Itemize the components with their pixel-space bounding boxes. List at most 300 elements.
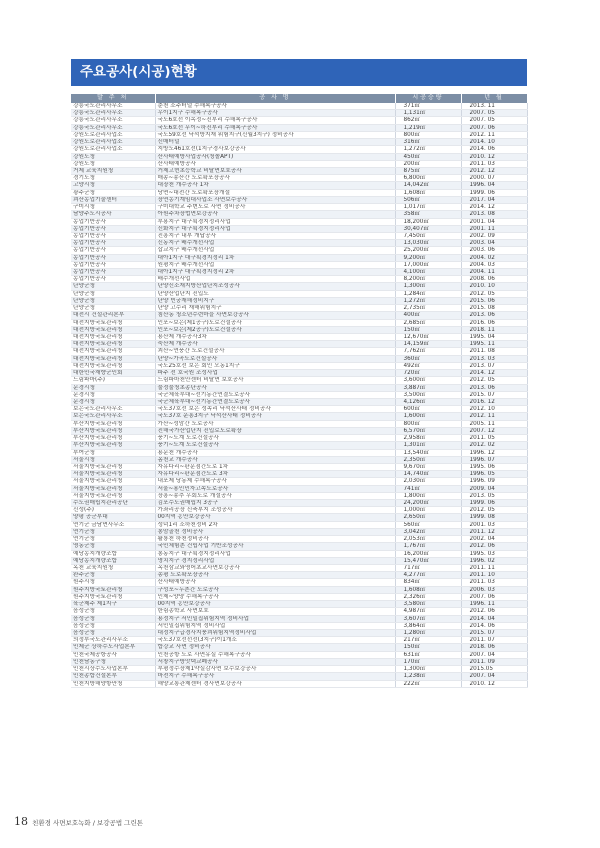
cell-project: 아원주차장법면보강공사 xyxy=(155,211,395,218)
cell-date: 2013. 11 xyxy=(461,103,527,110)
cell-quantity: 15,470㎡ xyxy=(395,557,461,564)
table-row xyxy=(71,413,527,420)
cell-client: 대전지방국토관리청 xyxy=(71,362,155,369)
cell-quantity: 13,540㎡ xyxy=(395,449,461,456)
table-row xyxy=(71,312,527,319)
cell-project: 춘천 소주터널 수해복구공사 xyxy=(155,103,395,110)
cell-date: 2012. 05 xyxy=(461,377,527,384)
table-row xyxy=(71,103,527,110)
cell-client: 광주군청 xyxy=(71,189,155,196)
cell-date: 2012. 05 xyxy=(461,507,527,514)
cell-project: 풍기~도계 도로건설공사 xyxy=(155,442,395,449)
cell-client: 음성군청 xyxy=(71,615,155,622)
cell-project: 가좌리공장 신축부지 조성공사 xyxy=(155,507,395,514)
cell-date: 2012. 12 xyxy=(461,167,527,174)
cell-date: 1995. 06 xyxy=(461,463,527,470)
cell-quantity: 1,280㎡ xyxy=(395,629,461,636)
table-row xyxy=(71,550,527,557)
cell-date: 2013. 06 xyxy=(461,384,527,391)
cell-quantity: 1,600㎡ xyxy=(395,413,461,420)
cell-date: 2005. 11 xyxy=(461,420,527,427)
cell-client: 대한민국재향군인회 xyxy=(71,370,155,377)
cell-date: 2018. 11 xyxy=(461,326,527,333)
table-row xyxy=(71,196,527,203)
cell-client: 구미시청 xyxy=(71,204,155,211)
cell-client: 음성군청 xyxy=(71,629,155,636)
cell-quantity: 14,159㎡ xyxy=(395,341,461,348)
cell-quantity: 3,887㎡ xyxy=(395,384,461,391)
cell-date: 1995. 11 xyxy=(461,341,527,348)
cell-quantity: 1,301㎡ xyxy=(395,442,461,449)
cell-quantity: 170㎡ xyxy=(395,658,461,665)
table-row xyxy=(71,261,527,268)
cell-quantity: 371㎡ xyxy=(395,103,461,110)
cell-project: 국도6호선 무이~하진부리 수해복구공사 xyxy=(155,124,395,131)
table-row xyxy=(71,211,527,218)
cell-quantity: 30,407㎡ xyxy=(395,225,461,232)
table-row xyxy=(71,384,527,391)
cell-project: 신매터널 xyxy=(155,139,395,146)
cell-date: 2018. 06 xyxy=(461,644,527,651)
cell-client: 연기군청 xyxy=(71,528,155,535)
cell-project: 산사태예방공사 xyxy=(155,579,395,586)
cell-client: 농업기반공사 xyxy=(71,232,155,239)
cell-client: 단양군청 xyxy=(71,305,155,312)
cell-project: 국군체육부대~선기동간연결도로공사 xyxy=(155,398,395,405)
cell-project: 장흥~송추 우회도로 개설공사 xyxy=(155,492,395,499)
cell-date: 2011. 03 xyxy=(461,579,527,586)
cell-project: 단양산업단지 진입도 xyxy=(155,290,395,297)
cell-quantity: 9,670㎡ xyxy=(395,463,461,470)
cell-quantity: 3,864㎡ xyxy=(395,622,461,629)
table-row xyxy=(71,297,527,304)
cell-client: 강원도청 xyxy=(71,160,155,167)
cell-quantity: 3,607㎡ xyxy=(395,615,461,622)
table-row xyxy=(71,189,527,196)
cell-project: 구미대학교 주변도로 사면 정비공사 xyxy=(155,204,395,211)
cell-project: 단양신소재지방산업단지조성공사 xyxy=(155,283,395,290)
cell-quantity: 150㎡ xyxy=(395,326,461,333)
cell-quantity: 24,200㎡ xyxy=(395,500,461,507)
cell-date: 2004. 02 xyxy=(461,254,527,261)
cell-client: 육군제주 제1지구 xyxy=(71,601,155,608)
cell-client: 농업기반공사 xyxy=(71,247,155,254)
table-row xyxy=(71,651,527,658)
cell-quantity: 834㎡ xyxy=(395,579,461,586)
cell-quantity: 3,042㎡ xyxy=(395,528,461,535)
cell-project: 드림파마천안센터 비탈면 보호공사 xyxy=(155,377,395,384)
page-title: 주요공사(시공)현황 xyxy=(71,59,527,86)
cell-quantity: 800㎡ xyxy=(395,420,461,427)
cell-quantity: 4,126㎡ xyxy=(395,398,461,405)
table-row xyxy=(71,420,527,427)
cell-project: 산사태예방사업공사(청솔APT) xyxy=(155,153,395,160)
cell-client: 농업기반공사 xyxy=(71,225,155,232)
table-row xyxy=(71,586,527,593)
cell-project: 봉암골천 정비공사 xyxy=(155,528,395,535)
cell-date: 2007. 06 xyxy=(461,124,527,131)
table-row xyxy=(71,276,527,283)
cell-date: 2012. 11 xyxy=(461,131,527,138)
table-row xyxy=(71,557,527,564)
cell-quantity: 1,608㎡ xyxy=(395,586,461,593)
cell-quantity: 720㎡ xyxy=(395,370,461,377)
cell-date: 2001. 04 xyxy=(461,218,527,225)
table-row xyxy=(71,435,527,442)
cell-date: 2014. 06 xyxy=(461,146,527,153)
table-row xyxy=(71,406,527,413)
cell-date: 1996. 12 xyxy=(461,449,527,456)
table-row xyxy=(71,204,527,211)
cell-quantity: 492㎡ xyxy=(395,362,461,369)
cell-quantity: 1,300㎡ xyxy=(395,666,461,673)
cell-project: 영치지구 경지정리사업 xyxy=(155,557,395,564)
table-row xyxy=(71,254,527,261)
cell-quantity: 400㎡ xyxy=(395,312,461,319)
cell-quantity: 2,685㎡ xyxy=(395,319,461,326)
cell-date: 2015. 06 xyxy=(461,297,527,304)
cell-client: 원주지방국토관리청 xyxy=(71,593,155,600)
cell-quantity: 4,277㎡ xyxy=(395,572,461,579)
cell-project: 00지역 홍만보강공사 xyxy=(155,601,395,608)
cell-quantity: 600㎡ xyxy=(395,406,461,413)
cell-date: 1996. 09 xyxy=(461,478,527,485)
cell-date: 2011. 10 xyxy=(461,572,527,579)
cell-project: 한림종학교 사면보호 xyxy=(155,608,395,615)
cell-date: 2000. 07 xyxy=(461,175,527,182)
cell-project: 부평정수장제1약실감사면 보수보강공사 xyxy=(155,666,395,673)
table-row xyxy=(71,463,527,470)
table-row xyxy=(71,362,527,369)
cell-date: 2009. 04 xyxy=(461,485,527,492)
cell-client: 수도권매립지관리공단 xyxy=(71,500,155,507)
cell-client: 대전지방국토관리청 xyxy=(71,341,155,348)
cell-date: 2004. 03 xyxy=(461,261,527,268)
cell-quantity: 25,200㎡ xyxy=(395,247,461,254)
cell-quantity: 358㎡ xyxy=(395,211,461,218)
cell-project: 국도25호선 보은 회인 오동1지구 xyxy=(155,362,395,369)
cell-client: 강릉국도관리사무소 xyxy=(71,124,155,131)
cell-date: 1996. 05 xyxy=(461,471,527,478)
cell-date: 1995. 04 xyxy=(461,334,527,341)
cell-date: 2015. 08 xyxy=(461,305,527,312)
cell-project: 인천공항 도로 사면유실 수해복구공사 xyxy=(155,651,395,658)
cell-date: 1996. 04 xyxy=(461,182,527,189)
table-row xyxy=(71,218,527,225)
cell-project: 국도59호선 낙석방지재 위험지구(신월3지구) 정비공사 xyxy=(155,131,395,138)
cell-quantity: 316㎡ xyxy=(395,139,461,146)
cell-quantity: 4,100㎡ xyxy=(395,269,461,276)
table-row xyxy=(71,319,527,326)
cell-client: 농업기반공사 xyxy=(71,269,155,276)
cell-project: 불정불청초종단공사 xyxy=(155,384,395,391)
table-row xyxy=(71,398,527,405)
header-date: 년 월 xyxy=(461,94,527,103)
cell-project: 당면~대전간 도로확포장개설 xyxy=(155,189,395,196)
cell-project: 내포제 당동제 수해복구공사 xyxy=(155,478,395,485)
table-row xyxy=(71,377,527,384)
cell-quantity: 560㎡ xyxy=(395,521,461,528)
cell-project: 봉동지구 대구획경지정리사업 xyxy=(155,550,395,557)
cell-client: 서울지방국토관리청 xyxy=(71,478,155,485)
cell-quantity: 217㎡ xyxy=(395,637,461,644)
cell-date: 2007. 04 xyxy=(461,651,527,658)
cell-date: 2014. 10 xyxy=(461,139,527,146)
cell-project: 국민체험촌 건립사업 기반조성공사 xyxy=(155,543,395,550)
cell-client: 인천지방해양항만청 xyxy=(71,680,155,687)
cell-date: 2011. 08 xyxy=(461,348,527,355)
cell-date: 2012. 10 xyxy=(461,406,527,413)
cell-project: 대아1지구 대구획경지정리 1차 xyxy=(155,254,395,261)
cell-quantity: 1,000㎡ xyxy=(395,507,461,514)
cell-quantity: 222㎡ xyxy=(395,680,461,687)
cell-quantity: 2,735㎡ xyxy=(395,305,461,312)
cell-date: 2016. 12 xyxy=(461,398,527,405)
cell-client: 부여군청 xyxy=(71,449,155,456)
cell-quantity: 506㎡ xyxy=(395,196,461,203)
table-row xyxy=(71,507,527,514)
cell-project: 지방도461호선(1지구경사보강공사 xyxy=(155,146,395,153)
table-row xyxy=(71,543,527,550)
cell-quantity: 1,219㎡ xyxy=(395,124,461,131)
cell-quantity: 7,450㎡ xyxy=(395,232,461,239)
table-row xyxy=(71,240,527,247)
cell-project: 장연농기계임대사업소 사면보수공사 xyxy=(155,196,395,203)
cell-project: 마전지구 수해복구공사 xyxy=(155,673,395,680)
cell-date: 2014. 12 xyxy=(461,370,527,377)
cell-project: 해양교통관제센터 경사면보강공사 xyxy=(155,680,395,687)
cell-date: 2007. 05 xyxy=(461,117,527,124)
cell-client: 괴산농업기술센터 xyxy=(71,196,155,203)
cell-project: 대아1지구 대구획경지정리 2차 xyxy=(155,269,395,276)
table-row xyxy=(71,637,527,644)
cell-project: 구성포~두촌간 도로공사 xyxy=(155,586,395,593)
cell-date: 1996. 07 xyxy=(461,456,527,463)
cell-date: 2001. 03 xyxy=(461,521,527,528)
cell-client: 부산지방국토관리청 xyxy=(71,427,155,434)
cell-project: 대정지구급경사지붕괴위험지역정비사업 xyxy=(155,629,395,636)
cell-quantity: 717㎡ xyxy=(395,565,461,572)
table-row xyxy=(71,629,527,636)
table-row xyxy=(71,478,527,485)
cell-date: 2011. 07 xyxy=(461,637,527,644)
cell-client: 신성(주) xyxy=(71,507,155,514)
table-header-row xyxy=(71,94,527,103)
table-row xyxy=(71,146,527,153)
cell-project: 국도6호선 이목정~진부리 수해복구공사 xyxy=(155,117,395,124)
cell-client: 서울지방국토관리청 xyxy=(71,485,155,492)
cell-project: 인포~보은(제2공구)도로건설공사 xyxy=(155,326,395,333)
cell-client: 원주시청 xyxy=(71,579,155,586)
table-row xyxy=(71,442,527,449)
cell-client: 원주지방국토관리청 xyxy=(71,586,155,593)
cell-client: 고양시청 xyxy=(71,182,155,189)
cell-date: 2014. 06 xyxy=(461,622,527,629)
cell-client: 예당농지개량조합 xyxy=(71,550,155,557)
cell-date: 1999. 06 xyxy=(461,500,527,507)
table-row xyxy=(71,247,527,254)
cell-date: 1996. 02 xyxy=(461,557,527,564)
table-row xyxy=(71,644,527,651)
cell-date: 2013. 06 xyxy=(461,312,527,319)
table-row xyxy=(71,593,527,600)
cell-quantity: 2,030㎡ xyxy=(395,478,461,485)
cell-date: 2014. 04 xyxy=(461,615,527,622)
cell-quantity: 8,200㎡ xyxy=(395,276,461,283)
cell-date: 2012. 02 xyxy=(461,442,527,449)
table-body xyxy=(71,103,527,687)
cell-date: 2014. 12 xyxy=(461,204,527,211)
cell-date: 1999. 08 xyxy=(461,514,527,521)
table-row xyxy=(71,471,527,478)
cell-client: 강릉국도관리사무소 xyxy=(71,103,155,110)
cell-client: 문경시청 xyxy=(71,384,155,391)
table-row xyxy=(71,305,527,312)
table-row xyxy=(71,622,527,629)
cell-quantity: 16,200㎡ xyxy=(395,550,461,557)
cell-client: 대전지방국토관리청 xyxy=(71,319,155,326)
cell-date: 2015. 07 xyxy=(461,629,527,636)
cell-project: 자유다리~판문점간도로 1차 xyxy=(155,463,395,470)
cell-date: 2011. 09 xyxy=(461,658,527,665)
cell-client: 농업기반공사 xyxy=(71,261,155,268)
cell-date: 2011. 03 xyxy=(461,160,527,167)
cell-date: 2013. 05 xyxy=(461,492,527,499)
table-row xyxy=(71,456,527,463)
cell-client: 보은국도관리사무소 xyxy=(71,406,155,413)
cell-quantity: 1,238㎡ xyxy=(395,673,461,680)
cell-project: 합강교 사면 정비공사 xyxy=(155,644,395,651)
cell-project: 00지역 홍만보강공사 xyxy=(155,514,395,521)
cell-client: 경기도청 xyxy=(71,175,155,182)
table-row xyxy=(71,225,527,232)
cell-project: 인포~보은(제1공구)도로건설공사 xyxy=(155,319,395,326)
cell-quantity: 13,030㎡ xyxy=(395,240,461,247)
cell-date: 2012. 06 xyxy=(461,608,527,615)
cell-project: 산사태예방공사 xyxy=(155,160,395,167)
cell-quantity: 2,958㎡ xyxy=(395,435,461,442)
table-row xyxy=(71,680,527,687)
cell-quantity: 862㎡ xyxy=(395,117,461,124)
table-row xyxy=(71,579,527,586)
table-row xyxy=(71,160,527,167)
table-row xyxy=(71,615,527,622)
cell-quantity: 800㎡ xyxy=(395,131,461,138)
cell-quantity: 2,350㎡ xyxy=(395,456,461,463)
cell-project: 단양~가곡도로건설공사 xyxy=(155,355,395,362)
table-row xyxy=(71,117,527,124)
table-row xyxy=(71,449,527,456)
cell-project: 원평지구 배수개선사업 xyxy=(155,261,395,268)
cell-client: 연기군청 xyxy=(71,536,155,543)
cell-client: 음성군청 xyxy=(71,608,155,615)
table-row xyxy=(71,521,527,528)
table-row xyxy=(71,232,527,239)
cell-client: 대전시 건설관리본부 xyxy=(71,312,155,319)
cell-quantity: 450㎡ xyxy=(395,153,461,160)
cell-date: 2015. 07 xyxy=(461,391,527,398)
cell-date: 2012. 06 xyxy=(461,543,527,550)
table-row xyxy=(71,355,527,362)
cell-date: 2003. 04 xyxy=(461,240,527,247)
cell-client: 단양군청 xyxy=(71,283,155,290)
cell-date: 2007. 12 xyxy=(461,427,527,434)
cell-client: 의정부국도관리사무소 xyxy=(71,637,155,644)
cell-client: 보은국도관리사무소 xyxy=(71,413,155,420)
cell-client: 인천국제공항공사 xyxy=(71,651,155,658)
cell-date: 2013. 03 xyxy=(461,355,527,362)
cell-quantity: 6,800㎡ xyxy=(395,175,461,182)
table-row xyxy=(71,427,527,434)
cell-client: 농업기반공사 xyxy=(71,254,155,261)
cell-date: 2013. 07 xyxy=(461,362,527,369)
table-row xyxy=(71,290,527,297)
cell-client: 인천종합건설본부 xyxy=(71,673,155,680)
cell-client: 단양군청 xyxy=(71,290,155,297)
cell-quantity: 9,200㎡ xyxy=(395,254,461,261)
table-row xyxy=(71,528,527,535)
table-row xyxy=(71,175,527,182)
cell-client: 완주군청 xyxy=(71,572,155,579)
cell-project: 자유다리~판문점간도로 3차 xyxy=(155,471,395,478)
cell-project: 매송~송산간 도로확포장공사 xyxy=(155,175,395,182)
cell-client: 강원도로관리사업소 xyxy=(71,146,155,153)
cell-project: 성덕1리 소하천정비 2차 xyxy=(155,521,395,528)
table-row xyxy=(71,153,527,160)
cell-project: 신동지구 배수개선사업 xyxy=(155,240,395,247)
cell-project: 국도37호선 보은 성족리 낙석산사태 정비공사 xyxy=(155,406,395,413)
cell-client: 양평 공군부대 xyxy=(71,514,155,521)
cell-date: 2017. 04 xyxy=(461,196,527,203)
cell-project: 국도37호 운흥3지구 낙석산사태 정비공사 xyxy=(155,413,395,420)
cell-client: 문경시청 xyxy=(71,398,155,405)
cell-quantity: 1,131㎡ xyxy=(395,110,461,117)
cell-project: 인제~양양 수해복구공사 xyxy=(155,593,395,600)
cell-project: 옥천삼교와영어초교사면보강공사 xyxy=(155,565,395,572)
cell-client: 농업기반공사 xyxy=(71,218,155,225)
cell-project: 서울~용인민자고속도로공사 xyxy=(155,485,395,492)
cell-date: 1995. 03 xyxy=(461,550,527,557)
cell-quantity: 14,042㎡ xyxy=(395,182,461,189)
table-row xyxy=(71,608,527,615)
cell-quantity: 17,000㎡ xyxy=(395,261,461,268)
cell-quantity: 6,570㎡ xyxy=(395,427,461,434)
cell-quantity: 200㎡ xyxy=(395,160,461,167)
cell-project: 괴산~연풍간 도로건설공사 xyxy=(155,348,395,355)
cell-project: 서창지구방앗택교폐공사 xyxy=(155,658,395,665)
cell-quantity: 360㎡ xyxy=(395,355,461,362)
cell-date: 2016. 06 xyxy=(461,319,527,326)
cell-project: 송평 도로확포장공사 xyxy=(155,572,395,579)
cell-quantity: 1,300㎡ xyxy=(395,283,461,290)
table-row xyxy=(71,341,527,348)
cell-client: 농업기반공사 xyxy=(71,276,155,283)
cell-date: 1996. 11 xyxy=(461,601,527,608)
footer-text: 친환경 사면보호녹화 / 보강공법 그린톤 xyxy=(32,819,143,827)
table-row xyxy=(71,391,527,398)
cell-project: 활룡천 하천정비공사 xyxy=(155,536,395,543)
cell-date: 2007. 06 xyxy=(461,593,527,600)
table-row xyxy=(71,514,527,521)
cell-client: 강원도로관리사업소 xyxy=(71,139,155,146)
cell-date: 2006. 03 xyxy=(461,586,527,593)
cell-quantity: 2,053㎡ xyxy=(395,536,461,543)
cell-client: 단양군청 xyxy=(71,297,155,304)
cell-client: 대전지방국토관리청 xyxy=(71,348,155,355)
table-row xyxy=(71,658,527,665)
cell-project: 죽산제 개수공사 xyxy=(155,341,395,348)
construction-table xyxy=(71,94,528,688)
